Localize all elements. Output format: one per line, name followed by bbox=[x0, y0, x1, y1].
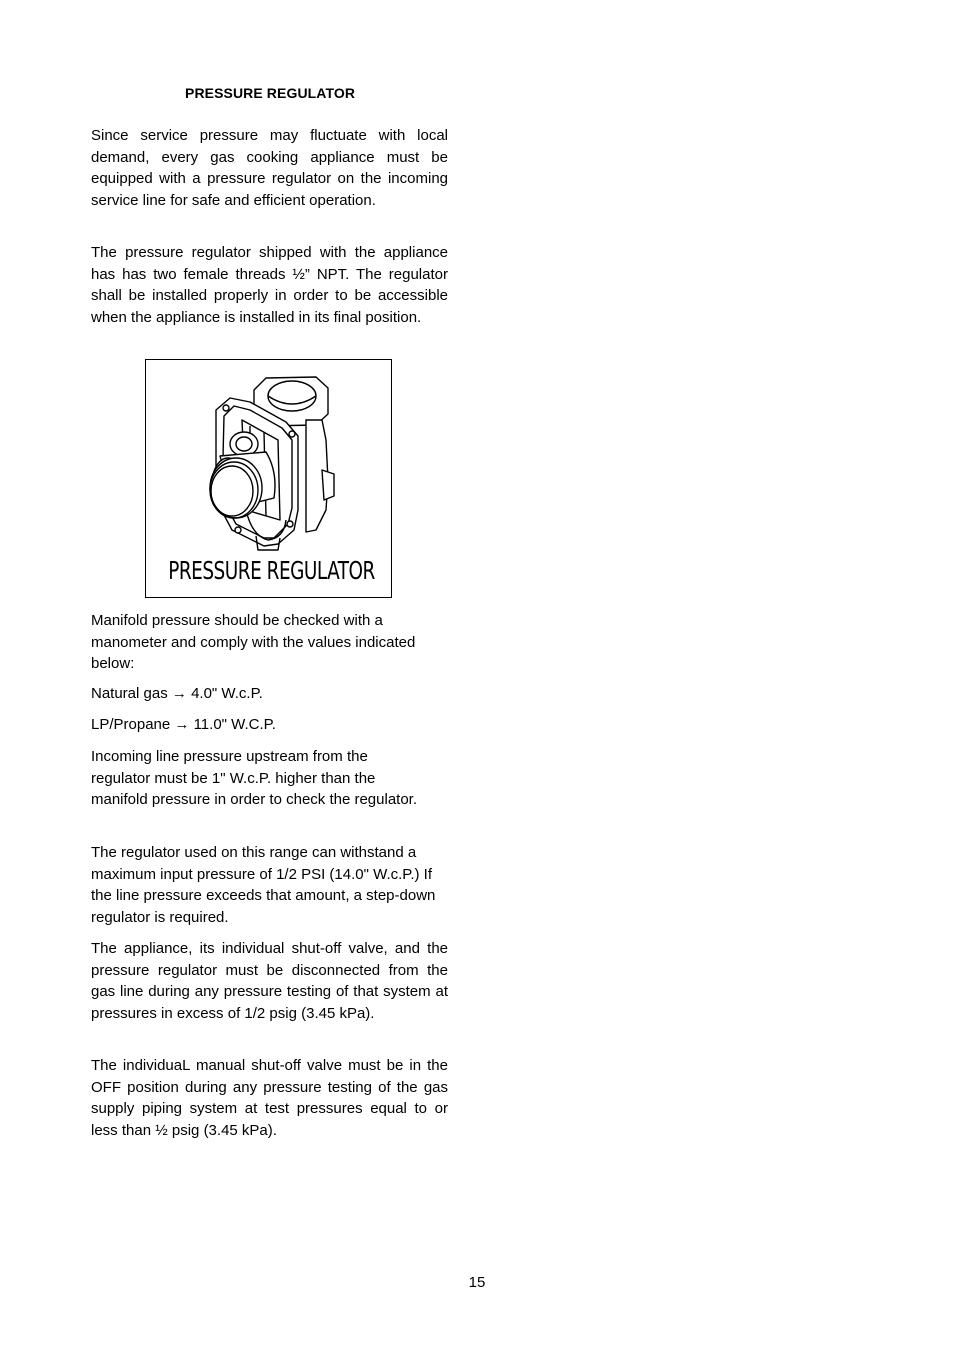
lp-propane-value: 11.0" W.C.P. bbox=[193, 716, 276, 733]
page-number: 15 bbox=[468, 1274, 486, 1291]
lp-propane-label: LP/Propane bbox=[91, 716, 171, 733]
paragraph-manifold: Manifold pressure should be checked with a manometer and comply with the values indicated below: bbox=[91, 612, 416, 673]
paragraph-max-input: The regulator used on this range can withstand a maximum input pressure of 1/2 PSI (14.0" W.c.P.) If the line pressure exceeds that amount, a step-down regulator is required. bbox=[91, 844, 436, 926]
paragraph-shipped-regulator: The pressure regulator shipped with the appliance has has two female threads ½” NPT. The regulator shall be installed properly in order to be accessible when the appliance is installed in its final position. bbox=[91, 244, 448, 326]
paragraph-disconnect: The appliance, its individual shut-off valve, and the pressure regulator must be disconnected from the gas line during any pressure testing of that system at pressures in excess of 1/2 psig (3.45 kPa). bbox=[91, 940, 448, 1022]
arrow-right-icon: → bbox=[171, 685, 187, 702]
pressure-regulator-figure bbox=[145, 359, 392, 598]
lp-propane-pressure bbox=[91, 714, 448, 736]
paragraph-shutoff-valve: The individuaL manual shut-off valve must be in the OFF position during any pressure testing of the gas supply piping system at test pressures equal to or less than ½ psig (3.45 kPa). bbox=[91, 1057, 448, 1139]
section-heading: PRESSURE REGULATOR bbox=[185, 85, 356, 101]
arrow-right-icon: → bbox=[174, 716, 190, 733]
figure-caption: PRESSURE REGULATOR bbox=[168, 556, 375, 585]
natural-gas-pressure bbox=[91, 683, 448, 705]
natural-gas-label: Natural gas bbox=[91, 685, 168, 702]
paragraph-service-pressure: Since service pressure may fluctuate with local demand, every gas cooking appliance must be equipped with a pressure regulator on the incoming service line for safe and efficient operation. bbox=[91, 127, 448, 209]
paragraph-incoming-line: Incoming line pressure upstream from the regulator must be 1" W.c.P. higher than the manifold pressure in order to check the regulator. bbox=[91, 748, 418, 809]
natural-gas-value: 4.0" W.c.P. bbox=[191, 685, 263, 702]
